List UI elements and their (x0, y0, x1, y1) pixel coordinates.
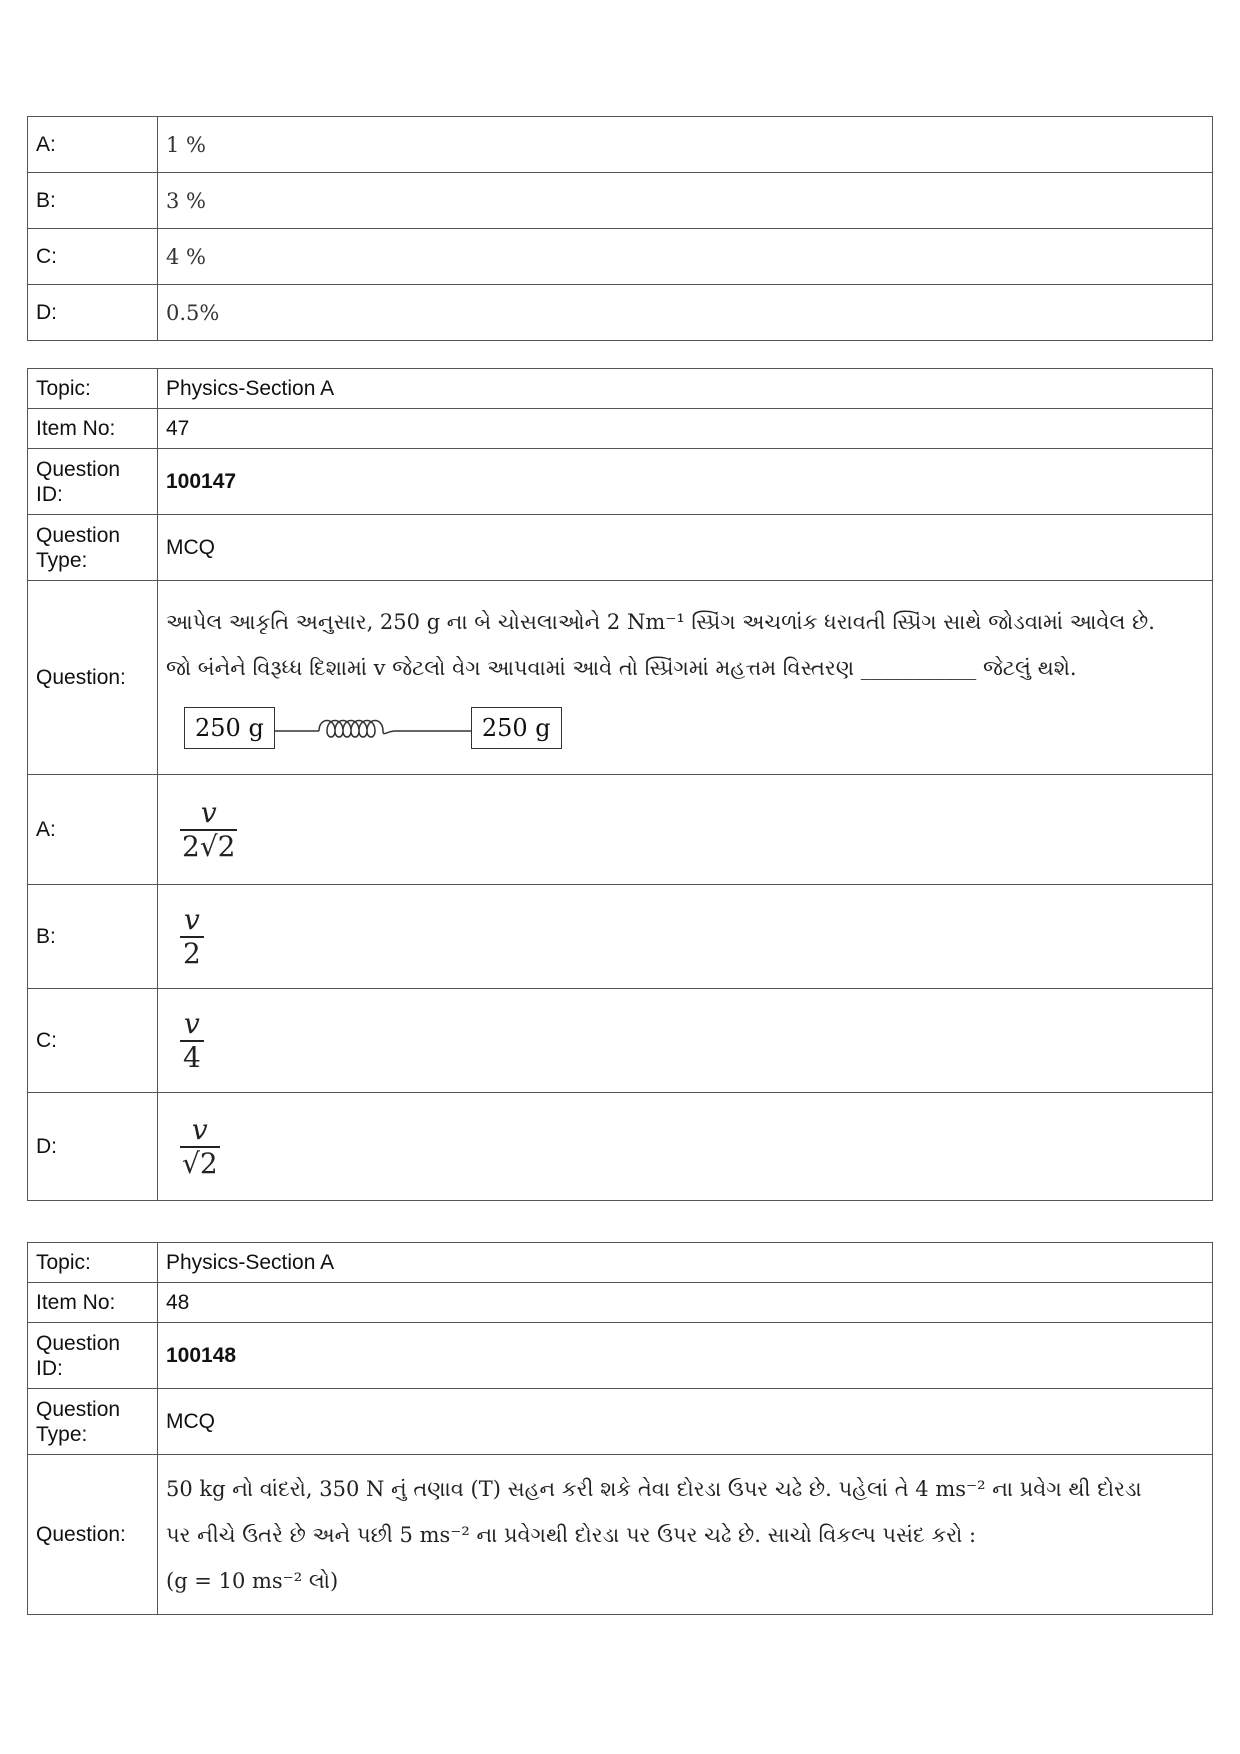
option-row-a (28, 117, 1213, 173)
item-value: 47 (158, 409, 1213, 449)
option-label: C: (28, 229, 158, 285)
spring-icon (275, 713, 471, 743)
option-row-d (28, 1093, 1213, 1201)
option-row-b (28, 173, 1213, 229)
item-value: 48 (158, 1283, 1213, 1323)
option-fraction (180, 1114, 220, 1180)
qid-label: Question ID: (28, 1323, 158, 1389)
question-line-3: (g = 10 ms⁻² લો) (166, 1568, 339, 1593)
question-row (28, 1455, 1213, 1615)
topic-row (28, 1243, 1213, 1283)
qtype-row (28, 1389, 1213, 1455)
option-row-c (28, 229, 1213, 285)
question-line-1: 50 kg નો વાંદરો, 350 N નું તણાવ (T) સહન કરી શકે તેવા દોરડા ઉપર ચઢે છે. પહેલાં તે 4 ms⁻² ના પ્રવેગ થી દોરડા (166, 1476, 1142, 1501)
option-row-a (28, 775, 1213, 885)
option-value: 3 % (158, 173, 1213, 229)
fraction-numerator: v (184, 902, 200, 936)
fraction-denominator: 2 (183, 936, 201, 970)
option-fraction (180, 904, 204, 970)
options-table-prev (27, 116, 1213, 341)
option-label: C: (28, 989, 158, 1093)
question-line-1: આપેલ આકૃતિ અનુસાર, 250 g ના બે ચોસલાઓને 2 Nm⁻¹ સ્પ્રિંગ અચળાંક ધરાવતી સ્પ્રિંગ સાથે જોડવામાં આવેલ છે. (166, 609, 1155, 634)
qtype-row (28, 515, 1213, 581)
option-fraction (180, 797, 237, 863)
fraction-denominator: 4 (183, 1040, 201, 1074)
option-value: 1 % (158, 117, 1213, 173)
item-row (28, 409, 1213, 449)
question-label: Question: (28, 1455, 158, 1615)
fraction-denominator: √2 (182, 1146, 218, 1180)
qid-label: Question ID: (28, 449, 158, 515)
fraction-numerator: v (184, 1006, 200, 1040)
qtype-label: Question Type: (28, 515, 158, 581)
topic-value: Physics-Section A (158, 369, 1213, 409)
option-label: D: (28, 285, 158, 341)
question-body (158, 581, 1213, 775)
question-label: Question: (28, 581, 158, 775)
topic-row (28, 369, 1213, 409)
spring-mass-diagram (184, 707, 1204, 749)
option-row-d (28, 285, 1213, 341)
option-row-b (28, 885, 1213, 989)
qid-row (28, 1323, 1213, 1389)
topic-label: Topic: (28, 369, 158, 409)
topic-value: Physics-Section A (158, 1243, 1213, 1283)
question-table-48 (27, 1242, 1213, 1615)
question-row (28, 581, 1213, 775)
qtype-value: MCQ (158, 515, 1213, 581)
fraction-numerator: v (191, 1112, 208, 1146)
question-table-47 (27, 368, 1213, 1201)
item-row (28, 1283, 1213, 1323)
option-label: B: (28, 885, 158, 989)
option-row-c (28, 989, 1213, 1093)
option-fraction (180, 1008, 204, 1074)
qtype-label: Question Type: (28, 1389, 158, 1455)
fraction-denominator: 2√2 (182, 829, 236, 863)
option-label: A: (28, 117, 158, 173)
mass-block-left: 250 g (184, 707, 275, 749)
option-label: D: (28, 1093, 158, 1201)
option-label: B: (28, 173, 158, 229)
option-value: 4 % (158, 229, 1213, 285)
question-line-2: પર નીચે ઉતરે છે અને પછી 5 ms⁻² ના પ્રવેગથી દોરડા પર ઉપર ચઢે છે. સાચો વિકલ્પ પસંદ કરો : (166, 1522, 977, 1547)
question-line-2: જો બંનેને વિરૂધ્ધ દિશામાં v જેટલો વેગ આપવામાં આવે તો સ્પ્રિંગમાં મહત્તમ વિસ્તરણ ___________ જેટલું થશે. (166, 655, 1077, 680)
option-label: A: (28, 775, 158, 885)
item-label: Item No: (28, 409, 158, 449)
qid-row (28, 449, 1213, 515)
qid-value: 100147 (158, 449, 1213, 515)
mass-block-right: 250 g (471, 707, 562, 749)
option-value: 0.5% (158, 285, 1213, 341)
qtype-value: MCQ (158, 1389, 1213, 1455)
question-body (158, 1455, 1213, 1615)
qid-value: 100148 (158, 1323, 1213, 1389)
item-label: Item No: (28, 1283, 158, 1323)
fraction-numerator: v (200, 795, 217, 829)
topic-label: Topic: (28, 1243, 158, 1283)
